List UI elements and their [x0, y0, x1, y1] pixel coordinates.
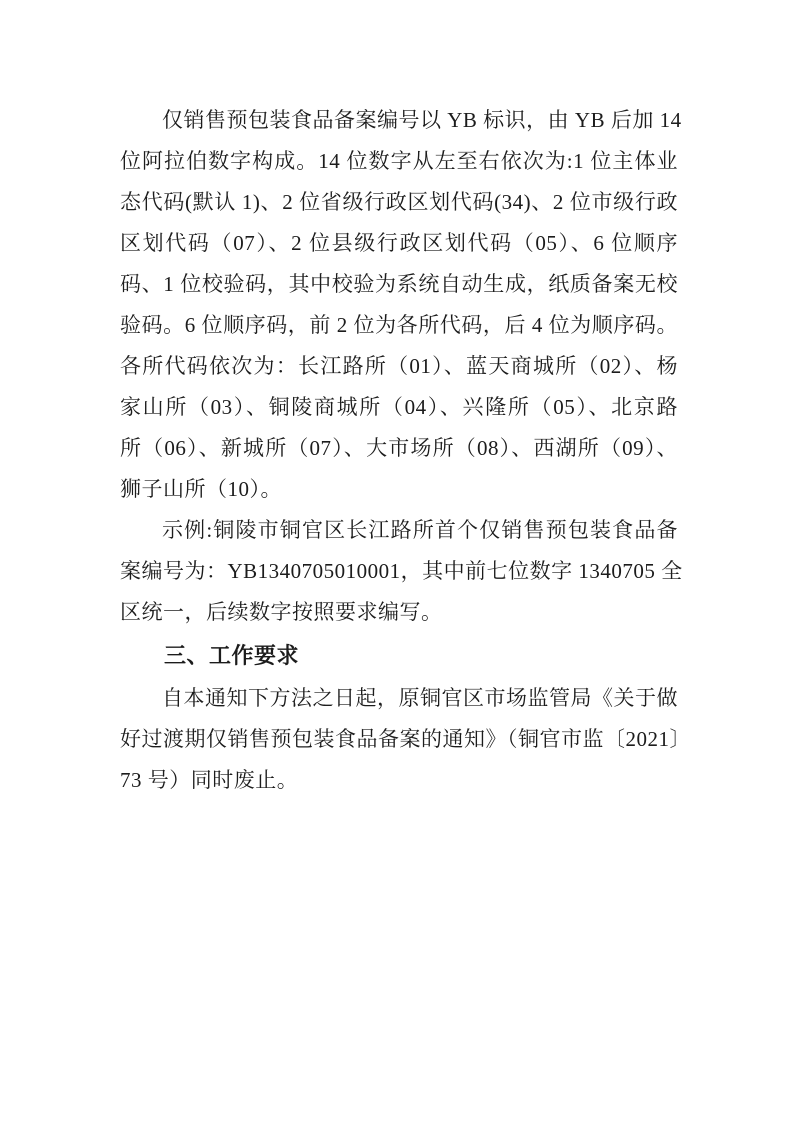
text-line: 73 号）同时废止。: [120, 768, 299, 792]
text-line: 案编号为：YB1340705010001，其中前七位数字 1340705 全: [120, 559, 683, 583]
text-line: 码、1 位校验码，其中校验为系统自动生成，纸质备案无校: [120, 272, 678, 296]
text-line: 态代码(默认 1)、2 位省级行政区划代码(34)、2 位市级行政: [120, 190, 678, 214]
text-line: 自本通知下方法之日起，原铜官区市场监管局《关于做: [162, 686, 678, 710]
document-text-block: [120, 100, 691, 801]
text-line: 区统一，后续数字按照要求编写。: [120, 600, 443, 624]
text-line: 所（06）、新城所（07）、大市场所（08）、西湖所（09）、: [120, 436, 678, 460]
text-line: 仅销售预包装食品备案编号以 YB 标识，由 YB 后加 14: [162, 108, 682, 132]
text-line: 各所代码依次为：长江路所（01）、蓝天商城所（02）、杨: [120, 354, 678, 378]
text-line: 好过渡期仅销售预包装食品备案的通知》（铜官市监〔2021〕: [120, 727, 691, 751]
text-line: 区划代码（07）、2 位县级行政区划代码（05）、6 位顺序: [120, 231, 678, 255]
text-line: 位阿拉伯数字构成。14 位数字从左至右依次为:1 位主体业: [120, 149, 678, 173]
text-line: 狮子山所（10）。: [120, 477, 282, 501]
section-heading: 三、工作要求: [164, 643, 300, 668]
text-line: 家山所（03）、铜陵商城所（04）、兴隆所（05）、北京路: [120, 395, 678, 419]
text-line: 验码。6 位顺序码，前 2 位为各所代码，后 4 位为顺序码。: [120, 313, 678, 337]
text-line: 示例:铜陵市铜官区长江路所首个仅销售预包装食品备: [162, 518, 678, 542]
